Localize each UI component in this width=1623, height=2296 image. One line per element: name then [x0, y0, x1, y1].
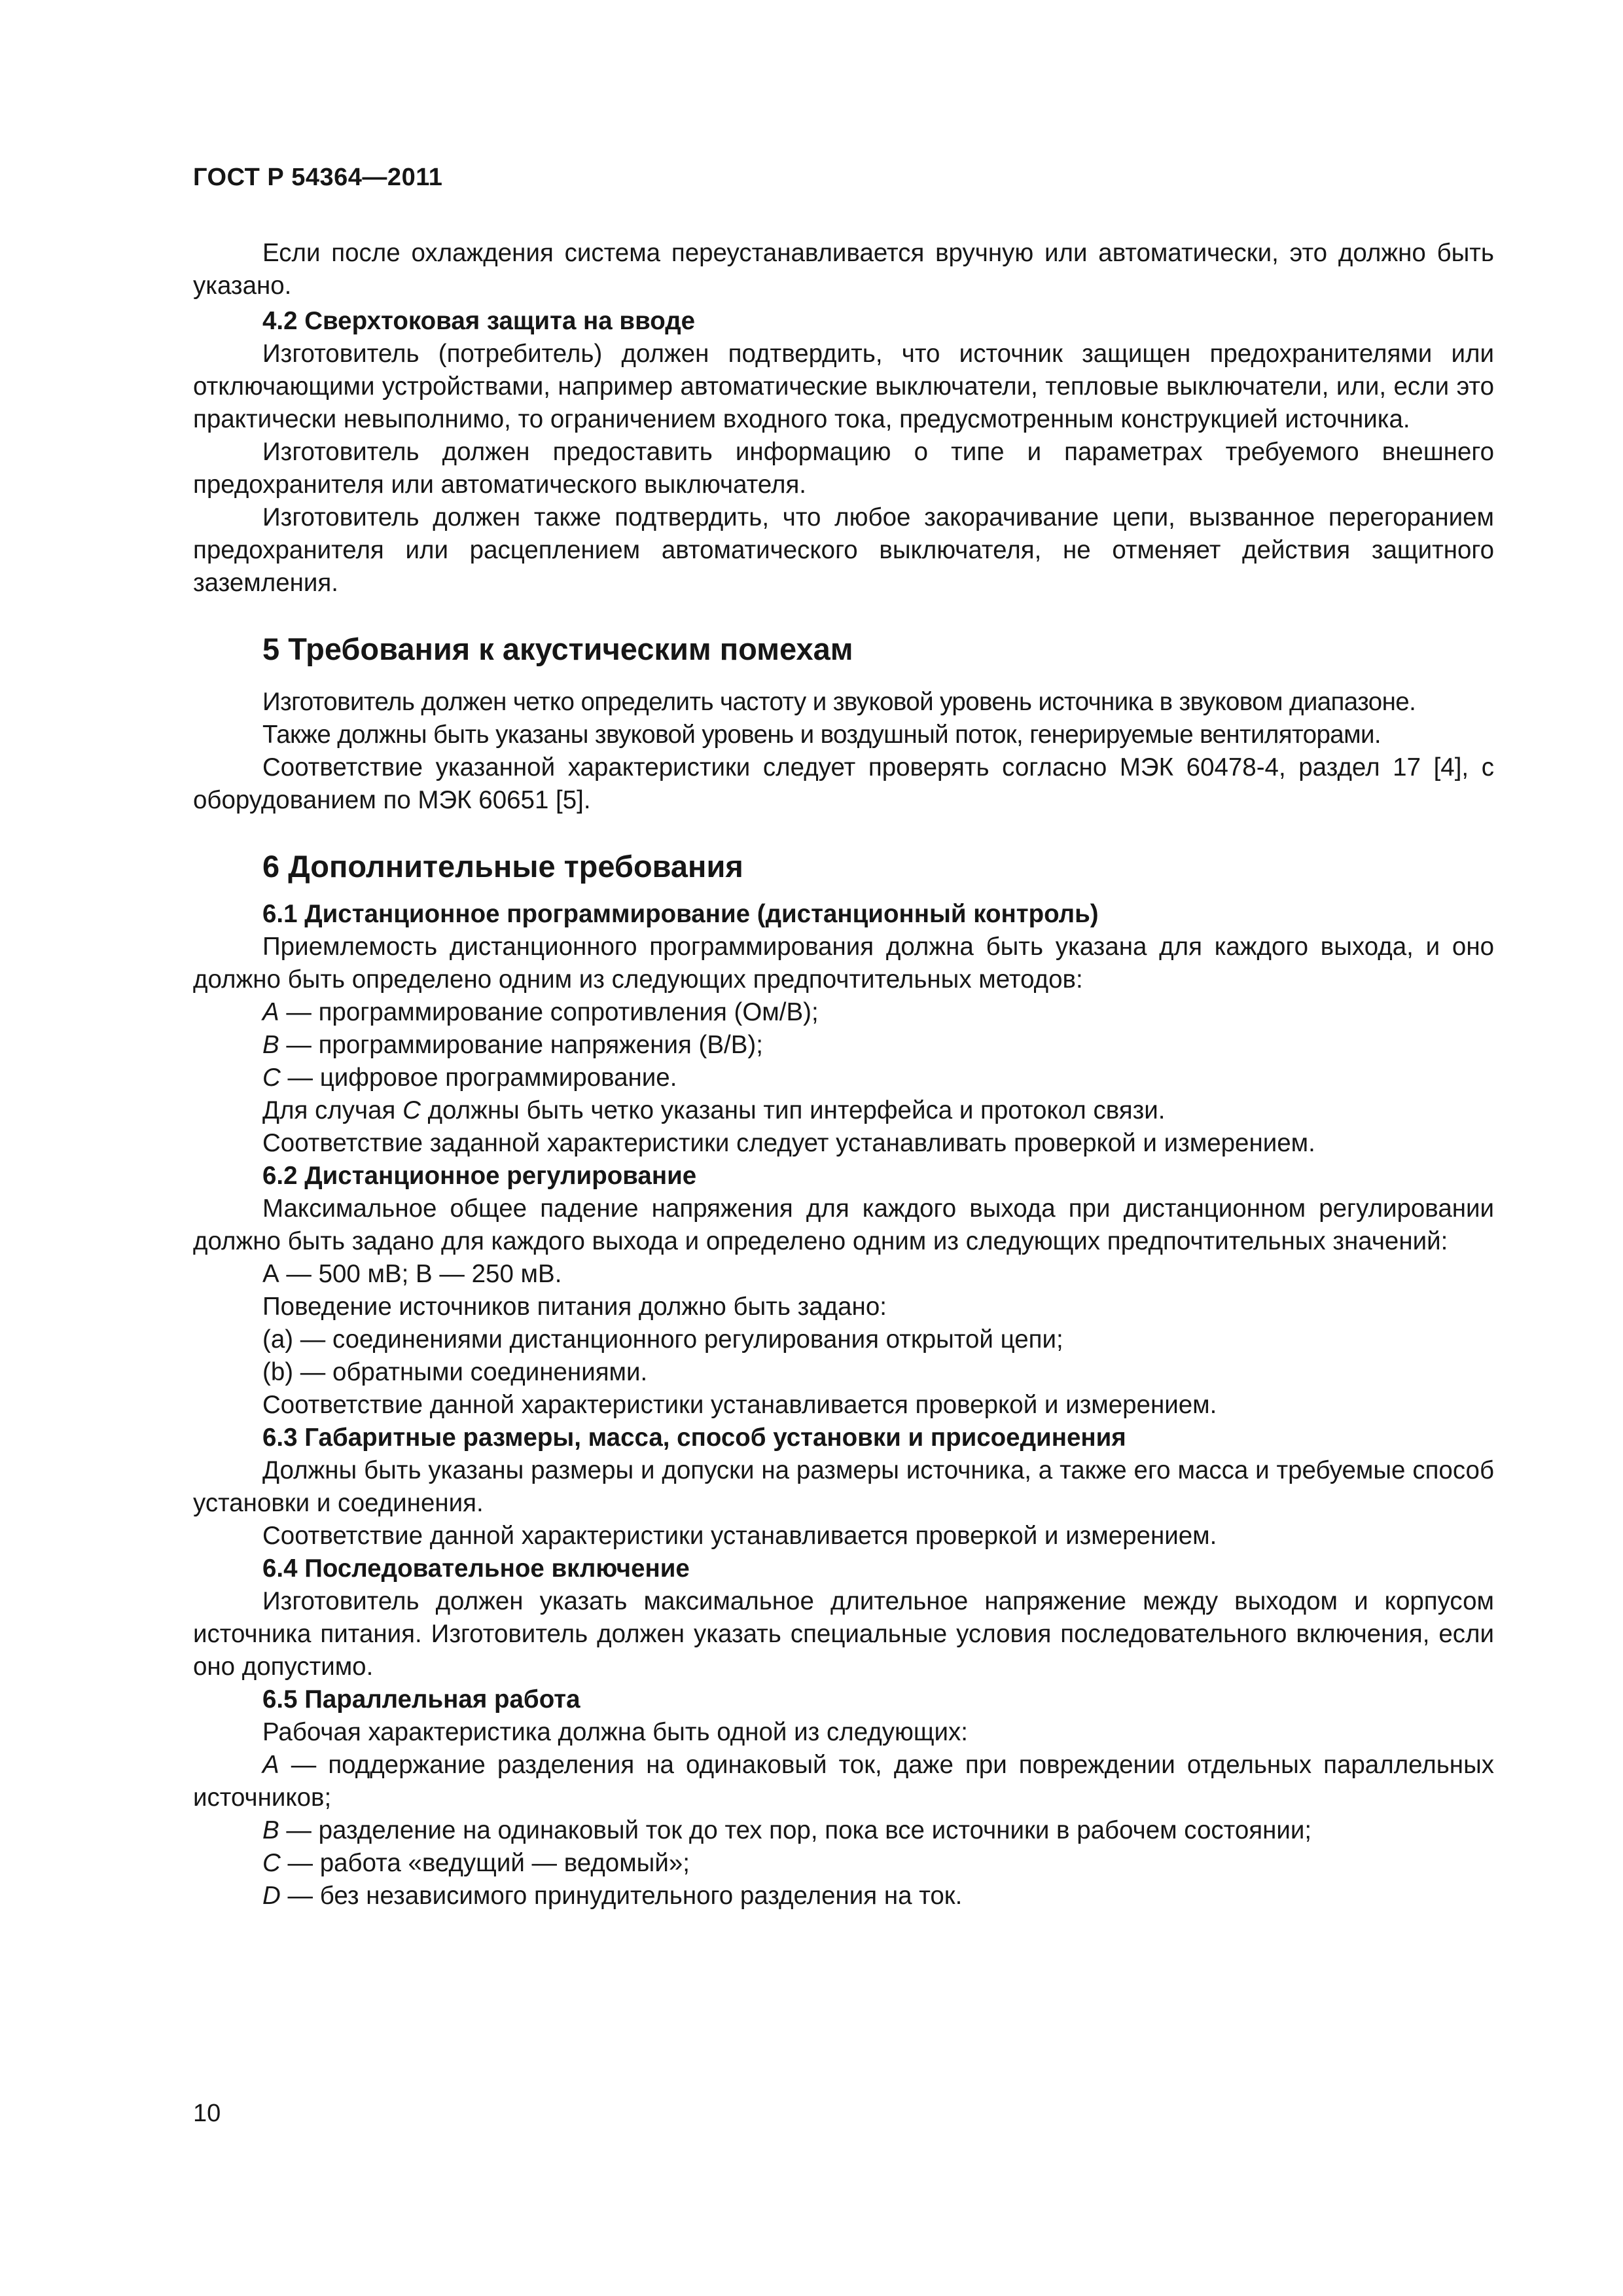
page-number: 10: [193, 2100, 221, 2127]
paragraph: Рабочая характеристика должна быть одной из следующих:: [262, 1718, 968, 1746]
paragraph: Соответствие данной характеристики устанавливается проверкой и измерением.: [262, 1522, 1217, 1550]
list-item: D — без независимого принудительного разделения на ток.: [262, 1882, 963, 1910]
list-letter: A: [262, 1751, 279, 1779]
paragraph: Приемлемость дистанционного программирования должна быть указана для каждого выхода, и оно должно быть определено одним из следующих предпочтительных методов:: [193, 933, 1494, 994]
list-item: C — цифровое программирование.: [262, 1064, 677, 1092]
paragraph: Изготовитель должен предоставить информацию о типе и параметрах требуемого внешнего предохранителя или автоматического выключателя.: [193, 438, 1494, 499]
list-item: (b) — обратными соединениями.: [262, 1358, 648, 1386]
list-letter: C: [262, 1064, 281, 1092]
paragraph: Изготовитель должен четко определить частоту и звуковой уровень источника в звуковом диапазоне.: [262, 688, 1416, 716]
paragraph: Максимальное общее падение напряжения для каждого выхода при дистанционном регулировании должно быть задано для каждого выхода и определено одним из следующих предпочтительных значений:: [193, 1194, 1494, 1255]
paragraph: Поведение источников питания должно быть задано:: [262, 1293, 887, 1321]
list-letter: C: [262, 1849, 281, 1877]
document-body: [193, 237, 1494, 1912]
section-title-6-5: 6.5 Параллельная работа: [262, 1685, 580, 1713]
paragraph: Изготовитель должен указать максимальное длительное напряжение между выходом и корпусом источника питания. Изготовитель должен указать специальные условия последовательного включения, если оно допустимо.: [193, 1587, 1494, 1681]
paragraph: Для случая C должны быть четко указаны тип интерфейса и протокол связи.: [262, 1096, 1166, 1124]
paragraph: А — 500 мВ; В — 250 мВ.: [262, 1260, 562, 1288]
paragraph: Также должны быть указаны звуковой уровень и воздушный поток, генерируемые вентиляторами.: [262, 721, 1381, 749]
paragraph: Должны быть указаны размеры и допуски на размеры источника, а также его масса и требуемые способ установки и соединения.: [193, 1456, 1494, 1517]
section-title-6: 6 Дополнительные требования: [262, 849, 743, 884]
paragraph: Изготовитель должен также подтвердить, что любое закорачивание цепи, вызванное перегоранием предохранителя или расцеплением автоматического выключателя, не отменяет действия защитного заземления.: [193, 503, 1494, 597]
section-title-5: 5 Требования к акустическим помехам: [262, 632, 853, 666]
paragraph: Изготовитель (потребитель) должен подтвердить, что источник защищен предохранителями или отключающими устройствами, например автоматические выключатели, тепловые выключатели, или, если это практически невыполнимо, то ограничением входного тока, предусмотренным конструкцией источника.: [193, 340, 1494, 433]
list-item: C — работа «ведущий — ведомый»;: [262, 1849, 690, 1877]
section-title-6-1: 6.1 Дистанционное программирование (дистанционный контроль): [262, 900, 1099, 928]
document-header: ГОСТ Р 54364—2011: [193, 164, 443, 191]
list-item: A — программирование сопротивления (Ом/В);: [262, 998, 819, 1026]
list-letter: A: [262, 998, 279, 1026]
list-item: A — поддержание разделения на одинаковый ток, даже при повреждении отдельных параллельных источников;: [193, 1751, 1494, 1812]
section-title-6-2: 6.2 Дистанционное регулирование: [262, 1162, 697, 1190]
list-item: B — разделение на одинаковый ток до тех пор, пока все источники в рабочем состоянии;: [262, 1816, 1312, 1844]
paragraph: Соответствие данной характеристики устанавливается проверкой и измерением.: [262, 1391, 1217, 1419]
section-title-4-2: 4.2 Сверхтоковая защита на вводе: [262, 307, 696, 335]
list-item: (a) — соединениями дистанционного регулирования открытой цепи;: [262, 1325, 1063, 1354]
paragraph: Соответствие заданной характеристики следует устанавливать проверкой и измерением.: [262, 1129, 1315, 1157]
paragraph: Соответствие указанной характеристики следует проверять согласно МЭК 60478-4, раздел 17 [4], с оборудованием по МЭК 60651 [5].: [193, 753, 1494, 814]
list-letter: B: [262, 1031, 279, 1059]
list-letter: D: [262, 1882, 281, 1910]
list-item: B — программирование напряжения (В/В);: [262, 1031, 763, 1059]
paragraph: Если после охлаждения система переустанавливается вручную или автоматически, это должно быть указано.: [193, 239, 1494, 300]
section-title-6-3: 6.3 Габаритные размеры, масса, способ установки и присоединения: [262, 1424, 1126, 1452]
section-title-6-4: 6.4 Последовательное включение: [262, 1554, 690, 1583]
list-letter: B: [262, 1816, 279, 1844]
